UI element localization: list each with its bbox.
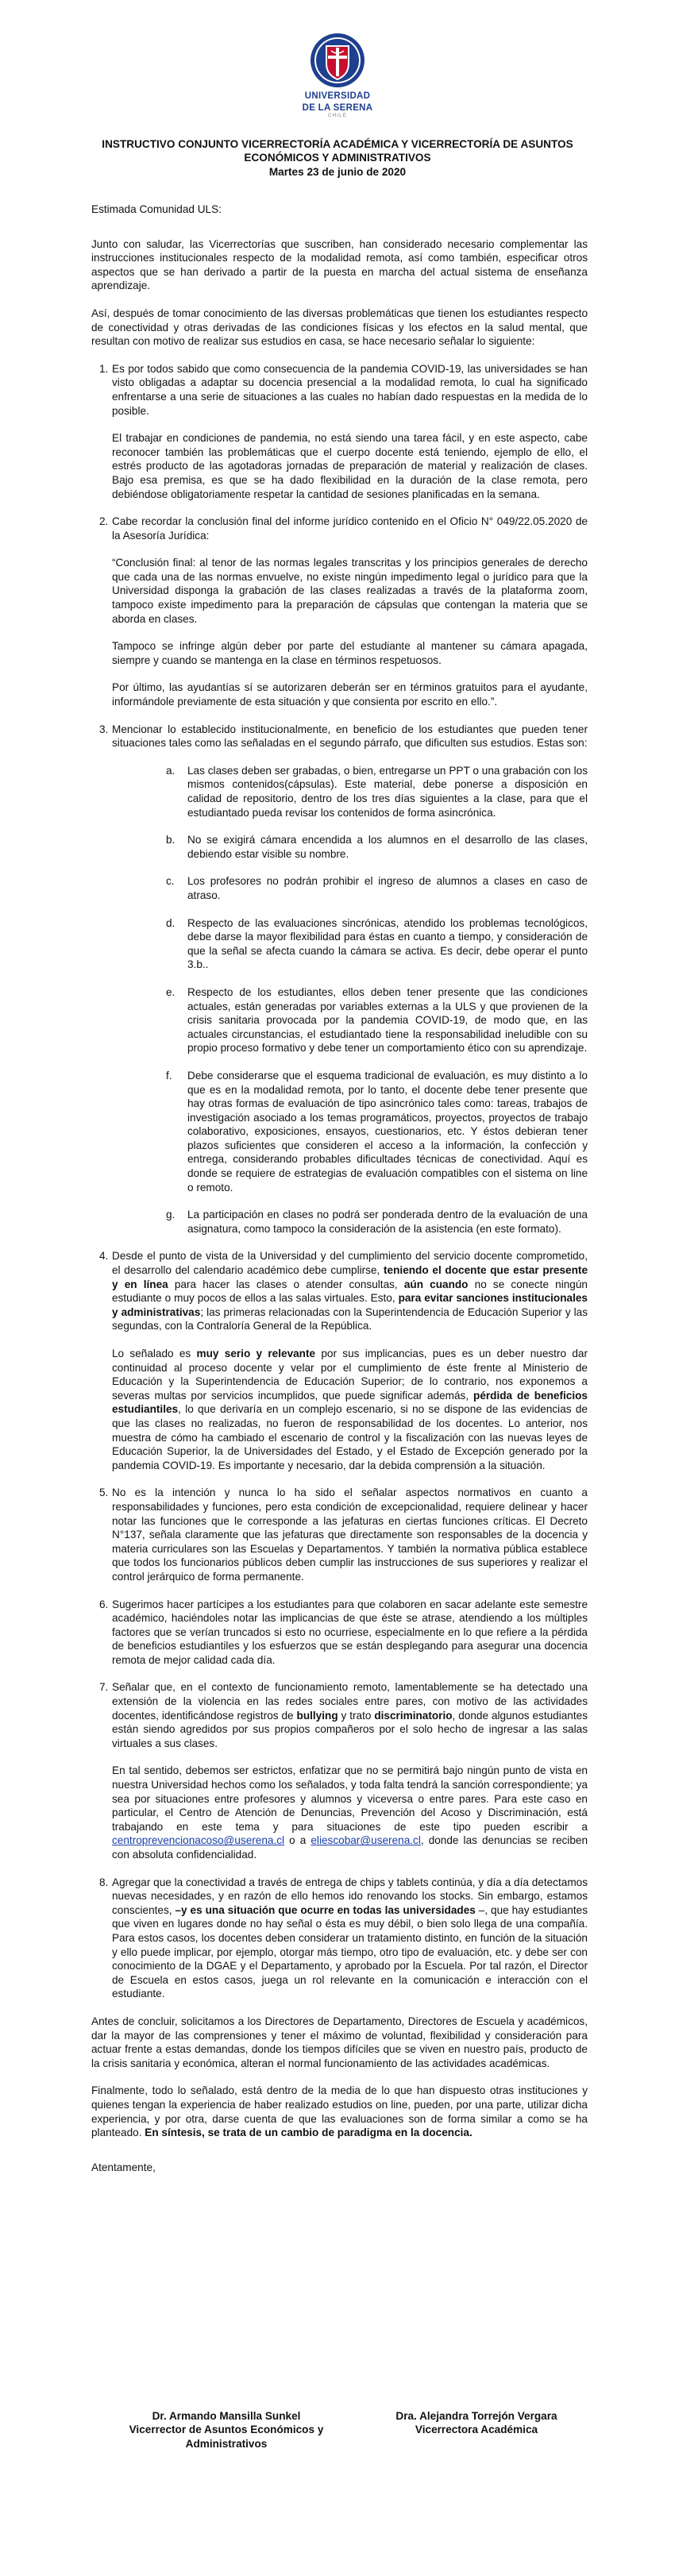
sub-list-item (112, 916, 588, 972)
list-item (91, 1876, 588, 2001)
text-run: , lo que derivaría en un complejo escenario, si no se dispone de las evidencias de que las clases no realizadas, no fueron de responsabilidad de los docentes. Lo anterior, nos muestra de cómo ha cambiado el escenario de control y la fiscalización con las nuevas leyes de Educación Superior, la de Universidades del Estado, y el Estado de Excepción generado por la pandemia COVID-19. Es importante y necesario, dar la debida comprensión a la situación. (112, 1403, 588, 1471)
signer-name: Dr. Armando Mansilla Sunkel (152, 2410, 301, 2422)
bold-text: discriminatorio (374, 1709, 453, 1722)
signer-name: Dra. Alejandra Torrejón Vergara (395, 2410, 557, 2422)
sub-item-text: Debe considerarse que el esquema tradicional de evaluación, es muy distinto a lo que es en la modalidad remota, por lo tanto, el docente debe tener presente que hay otras formas de evaluación de tipo asincrónico tales como: tareas, trabajos de investigación asociado a los temas programáticos, proyectos, proyectos de trabajo colaborativo, exposiciones, ensayos, cuestionarios, etc. Y éstos debieran tener plazos suficientes que consideren el acceso a la información, la confección y entrega, considerando probables dificultades técnicas de conectividad. Aquí es donde se requiere de estrategias de evaluación compatibles con el sistema on line o remoto. (187, 1069, 588, 1194)
item-2-paragraph-1: Cabe recordar la conclusión final del informe jurídico contenido en el Oficio N° 049/22.05.2020 de la Asesoría Jurídica: (112, 515, 588, 542)
item-7-paragraph-2 (112, 1764, 588, 1861)
item-number: 6. (99, 1598, 109, 1610)
item-4-paragraph-1 (112, 1249, 588, 1333)
farewell: Atentamente, (91, 2161, 156, 2173)
sub-item-letter: b. (166, 834, 176, 846)
item-5-paragraph: No es la intención y nunca lo ha sido el señalar aspectos normativos en cuanto a responsabilidades y funciones, pero esta condición de excepcionalidad, requiere delinear y hacer notar las funciones que le corresponde a las jefaturas en ciertas funciones críticas. El Decreto N°137, señala claramente que las jefaturas que directamente son responsables de la docencia y materia curriculares son las Escuelas y Departamentos. Y también la normativa pública establece que todos los funcionarios públicos deben cumplir las instrucciones de sus superiores y realizar el control jerárquico de forma permanente. (112, 1487, 588, 1583)
text-run: ; las primeras relacionadas con la Superintendencia de Educación Superior y las segundas, con la Contraloría General de la República. (112, 1305, 588, 1332)
item-number: 7. (99, 1681, 109, 1694)
bold-text: bullying (296, 1709, 338, 1722)
signature-right (365, 2409, 588, 2437)
item-number: 5. (99, 1487, 109, 1499)
document-body (91, 202, 588, 2188)
greeting: Estimada Comunidad ULS: (91, 203, 222, 215)
bold-text: para evitar sanciones institucionales y administrativas (112, 1292, 588, 1318)
text-run: Agregar que la conectividad a través de entrega de chips y tablets continúa, y día a día detectamos nuevas necesidades, y en razón de ello hemos ido renovando los stocks. Sin embargo, estamos conscientes, (112, 1876, 588, 1916)
sub-item-letter: f. (166, 1069, 172, 1082)
bold-text: –y es una situación que ocurre en todas las universidades (175, 1903, 476, 1916)
sub-list-item (112, 1208, 588, 1236)
bold-text: muy serio y relevante (196, 1348, 316, 1359)
title-line2: ECONÓMICOS Y ADMINISTRATIVOS (244, 152, 431, 164)
intro-paragraph-2: Así, después de tomar conocimiento de las diversas problemáticas que tienen los estudiantes respecto de conectividad y otras derivadas de las condiciones físicas y los efectos en la salud mental, que resultan con motivo de realizar sus estudios en casa, se hace necesario señalar lo siguiente: (91, 307, 588, 348)
sub-list-item (112, 764, 588, 819)
title-date: Martes 23 de junio de 2020 (268, 165, 407, 178)
item-4-paragraph-2 (112, 1347, 588, 1472)
item-number: 2. (99, 515, 109, 528)
sub-item-letter: c. (166, 875, 175, 888)
text-run: Desde el punto de vista de la Universidad y del cumplimiento del servicio docente comprometido, el desarrollo del calendario académico debe cumplirse, (112, 1250, 588, 1277)
title-line1: INSTRUCTIVO CONJUNTO VICERRECTORÍA ACADÉMICA Y VICERRECTORÍA DE ASUNTOS (102, 138, 573, 150)
sub-item-letter: d. (166, 916, 176, 929)
sub-item-letter: g. (166, 1209, 176, 1221)
list-item (91, 362, 588, 501)
sub-item-text: La participación en clases no podrá ser ponderada dentro de la evaluación de una asignatura, como tampoco la consideración de la asistencia (en este formato). (187, 1209, 588, 1235)
shield-icon (309, 32, 366, 89)
list-item (91, 1680, 588, 1861)
bold-text: En síntesis, se trata de un cambio de paradigma en la docencia. (145, 2127, 472, 2139)
item-7-paragraph-1 (112, 1680, 588, 1750)
item-1-paragraph-2: El trabajar en condiciones de pandemia, no está siendo una tarea fácil, y en este aspecto, cabe reconocer también las problemáticas que el cuerpo docente está teniendo, ejemplo de ello, el estrés producto de las agotadoras jornadas de preparación de material y realización de clases. Bajo esa premisa, es que se ha dado flexibilidad en la duración de la clase remota, pero debiéndose obligatoriamente respetar la cantidad de sesiones planificadas en la semana. (112, 432, 588, 500)
text-run: , donde algunos estudiantes están siendo agredidos por sus propios compañeros por el solo hecho de ingresar a las salas virtuales a sus clases. (112, 1709, 588, 1749)
text-run: Lo señalado es (112, 1348, 197, 1359)
item-2-quote-3: Por último, las ayudantías sí se autorizaren deberán ser en términos gratuitos para el ayudante, informándole previamente de esta situación y que consienta por escrito en ello.”. (112, 681, 588, 708)
text-run: , donde las denuncias se reciben con absoluta confidencialidad. (112, 1834, 588, 1861)
closing-paragraph-2 (91, 2084, 588, 2139)
text-run: En tal sentido, debemos ser estrictos, enfatizar que no se permitirá bajo ningún punto de vista en nuestra Universidad hechos como los señalados, y toda falta tendrá la sanción correspondiente; ya sea por situaciones entre profesores y alumnos y viceversa o entre pares. Para este caso en particular, el Centro de Atención de Denuncias, Prevención del Acoso y Discriminación, está trabajando en este tema y para situaciones de este tipo pueden escribir a (112, 1764, 588, 1833)
text-run: o a (284, 1834, 311, 1847)
item-number: 8. (99, 1876, 109, 1888)
item-2-quote-2: Tampoco se infringe algún deber por parte del estudiante al mantener su cámara apagada, siempre y cuando se mantenga en la clase en términos respetuosos. (112, 640, 588, 666)
text-run: –, que hay estudiantes que viven en lugares donde no hay señal o ésta es muy débil, o bien solo llega de una compañía. Para estos casos, los docentes deben considerar un tratamiento distinto, en función de la situación y ello puede implicar, por ejemplo, otorgar más tiempo, otro tipo de evaluación, etc. y debe ser con conocimiento de la DGAE y el Departamento, y aprobado por la Escuela. Por tal razón, el Director de Escuela en estos casos, juega un rol relevante en la comunicación e interacción con el estudiante. (112, 1903, 588, 2000)
sub-list-item (112, 874, 588, 902)
closing-paragraph-1: Antes de concluir, solicitamos a los Directores de Departamento, Directores de Escuela y académicos, dar la mayor de las comprensiones y tener el máximo de voluntad, flexibilidad y consideración para actuar frente a estas demandas, donde los tiempos difíciles que se viven en nuestro país, producto de la crisis sanitaria y económica, alteran el normal funcionamiento de las actividades académicas. (91, 2015, 588, 2069)
item-3-paragraph-1: Mencionar lo establecido institucionalmente, en beneficio de los estudiantes que pueden tener situaciones tales como las señaladas en el segundo párrafo, que dificulten sus estudios. Estas son: (112, 723, 588, 750)
sub-list-item (112, 1069, 588, 1194)
sub-item-letter: e. (166, 985, 176, 998)
sub-item-text: Respecto de los estudiantes, ellos deben tener presente que las condiciones actuales, están generadas por variables externas a la ULS y que provienen de la crisis sanitaria provocada por la pandemia COVID-19, de modo que, en las actuales circunstancias, el estudiantado tiene la responsabilidad ineludible con su propio proceso formativo y debe tener un comportamiento ético con su aprendizaje. (187, 985, 588, 1055)
item-number: 3. (99, 723, 109, 735)
item-number: 1. (99, 362, 109, 375)
text-run: no se conecte ningún estudiante o muy pocos de ellos a las salas virtuales. Esto, (112, 1278, 588, 1305)
signer-role: Administrativos (185, 2437, 268, 2450)
bold-text: pérdida de beneficios estudiantiles (112, 1389, 588, 1416)
university-logo (302, 32, 373, 119)
sub-list (112, 764, 588, 1236)
intro-paragraph-1: Junto con saludar, las Vicerrectorías que suscriben, han considerado necesario complementar las instrucciones institucionales respecto de la modalidad remota, así como también, especificar otros aspectos que se han derivado a partir de la puesta en marcha del actual sistema de enseñanza aprendizaje. (91, 237, 588, 292)
signer-role: Vicerrectora Académica (415, 2424, 538, 2436)
sub-item-text: Las clases deben ser grabadas, o bien, entregarse un PPT o una grabación con los mismos contenidos(cápsulas). Este material, debe ponerse a disposición en calidad de repositorio, dentro de los tres días siguientes a la clase, para que el estudiantado pueda revisar los contenidos de forma asincrónica. (187, 764, 588, 819)
text-run: Señalar que, en el contexto de funcionamiento remoto, lamentablemente se ha detectado una extensión de la violencia en las redes sociales entre pares, con motivo de las actividades docentes, identificándose registros de (112, 1681, 588, 1722)
list-item (91, 1486, 588, 1583)
bold-text: aún cuando (403, 1278, 469, 1290)
item-6-paragraph: Sugerimos hacer partícipes a los estudiantes para que colaboren en sacar adelante este semestre académico, haciéndoles notar las implicancias de que éste se atrase, atendiendo a los múltiples factores que se verían truncados si esto no ocurriese, especialmente en lo que refiere a la pérdida de beneficios estudiantiles y los esfuerzos que se están desplegando para asegurar una docencia remota de mejor calidad cada día. (112, 1598, 588, 1666)
sub-item-letter: a. (166, 764, 176, 777)
email-link-escobar[interactable]: eliescobar@userena.cl (310, 1834, 421, 1847)
text-run: Finalmente, todo lo señalado, está dentro de la media de lo que han dispuesto otras instituciones y quienes tengan la experiencia de haber realizado estudios on line, pueden, por una parte, utilizar dicha experiencia, y por otra, darse cuenta de que las evaluaciones son de forma similar a como se ha planteado. (91, 2084, 588, 2139)
list-item (91, 1598, 588, 1668)
bold-text: teniendo el docente que estar presente y en línea (112, 1264, 588, 1290)
item-8-paragraph (112, 1876, 588, 2001)
list-item (91, 1249, 588, 1472)
logo-name-line2: DE LA SERENA (302, 103, 373, 113)
item-1-paragraph-1: Es por todos sabido que como consecuencia de la pandemia COVID-19, las universidades se han visto obligadas a adaptar su docencia presencial a la modalidad remota, lo cual ha significado enfrentarse a una serie de situaciones a las cuales no habían dado respuestas en la medida de lo posible. (112, 362, 588, 417)
item-2-quote-1: “Conclusión final: al tenor de las normas legales transcritas y los principios generales de derecho que cada una de las normas envuelve, no existe ningún impedimento legal o jurídico para que la Universidad disponga la grabación de las clases realizadas a través de la plataforma zoom, tampoco existe impedimento para la preparación de cápsulas que contengan la materia que se aborda en clases. (112, 557, 588, 625)
list-item (91, 723, 588, 1236)
document-title (75, 137, 600, 179)
list-item (91, 515, 588, 709)
text-run: para hacer las clases o atender consultas, (168, 1278, 404, 1290)
signature-left (119, 2409, 334, 2451)
text-run: por sus implicancias, pues es un deber nuestro dar continuidad al proceso docente y velar por el cumplimiento de éste frente al Ministerio de Educación y la Superintendencia de Educación Superior; de lo contrario, nos exponemos a severas multas por servicios incumplidos, que puede significar además, (112, 1348, 588, 1402)
logo-name-line1: UNIVERSIDAD (304, 91, 371, 101)
item-number: 4. (99, 1250, 109, 1263)
instructions-list (91, 362, 588, 2001)
sub-list-item (112, 833, 588, 861)
logo-sub: CHILE (327, 113, 348, 118)
signatures (91, 2409, 588, 2473)
text-run: y trato (338, 1709, 375, 1722)
sub-item-text: No se exigirá cámara encendida a los alumnos en el desarrollo de las clases, debiendo estar visible su nombre. (187, 834, 588, 860)
sub-list-item (112, 985, 588, 1055)
email-link-prevention[interactable]: centroprevencionacoso@userena.cl (112, 1834, 285, 1847)
signer-role: Vicerrector de Asuntos Económicos y (129, 2424, 324, 2436)
sub-item-text: Los profesores no podrán prohibir el ingreso de alumnos a clases en caso de atraso. (187, 875, 588, 901)
sub-item-text: Respecto de las evaluaciones sincrónicas, atendido los problemas tecnológicos, debe darse la mayor flexibilidad para éstas en cuanto a tiempo, y consideración de que la señal se afecta cuando la cámara se activa. Es decir, debe operar el punto 3.b.. (187, 916, 588, 971)
